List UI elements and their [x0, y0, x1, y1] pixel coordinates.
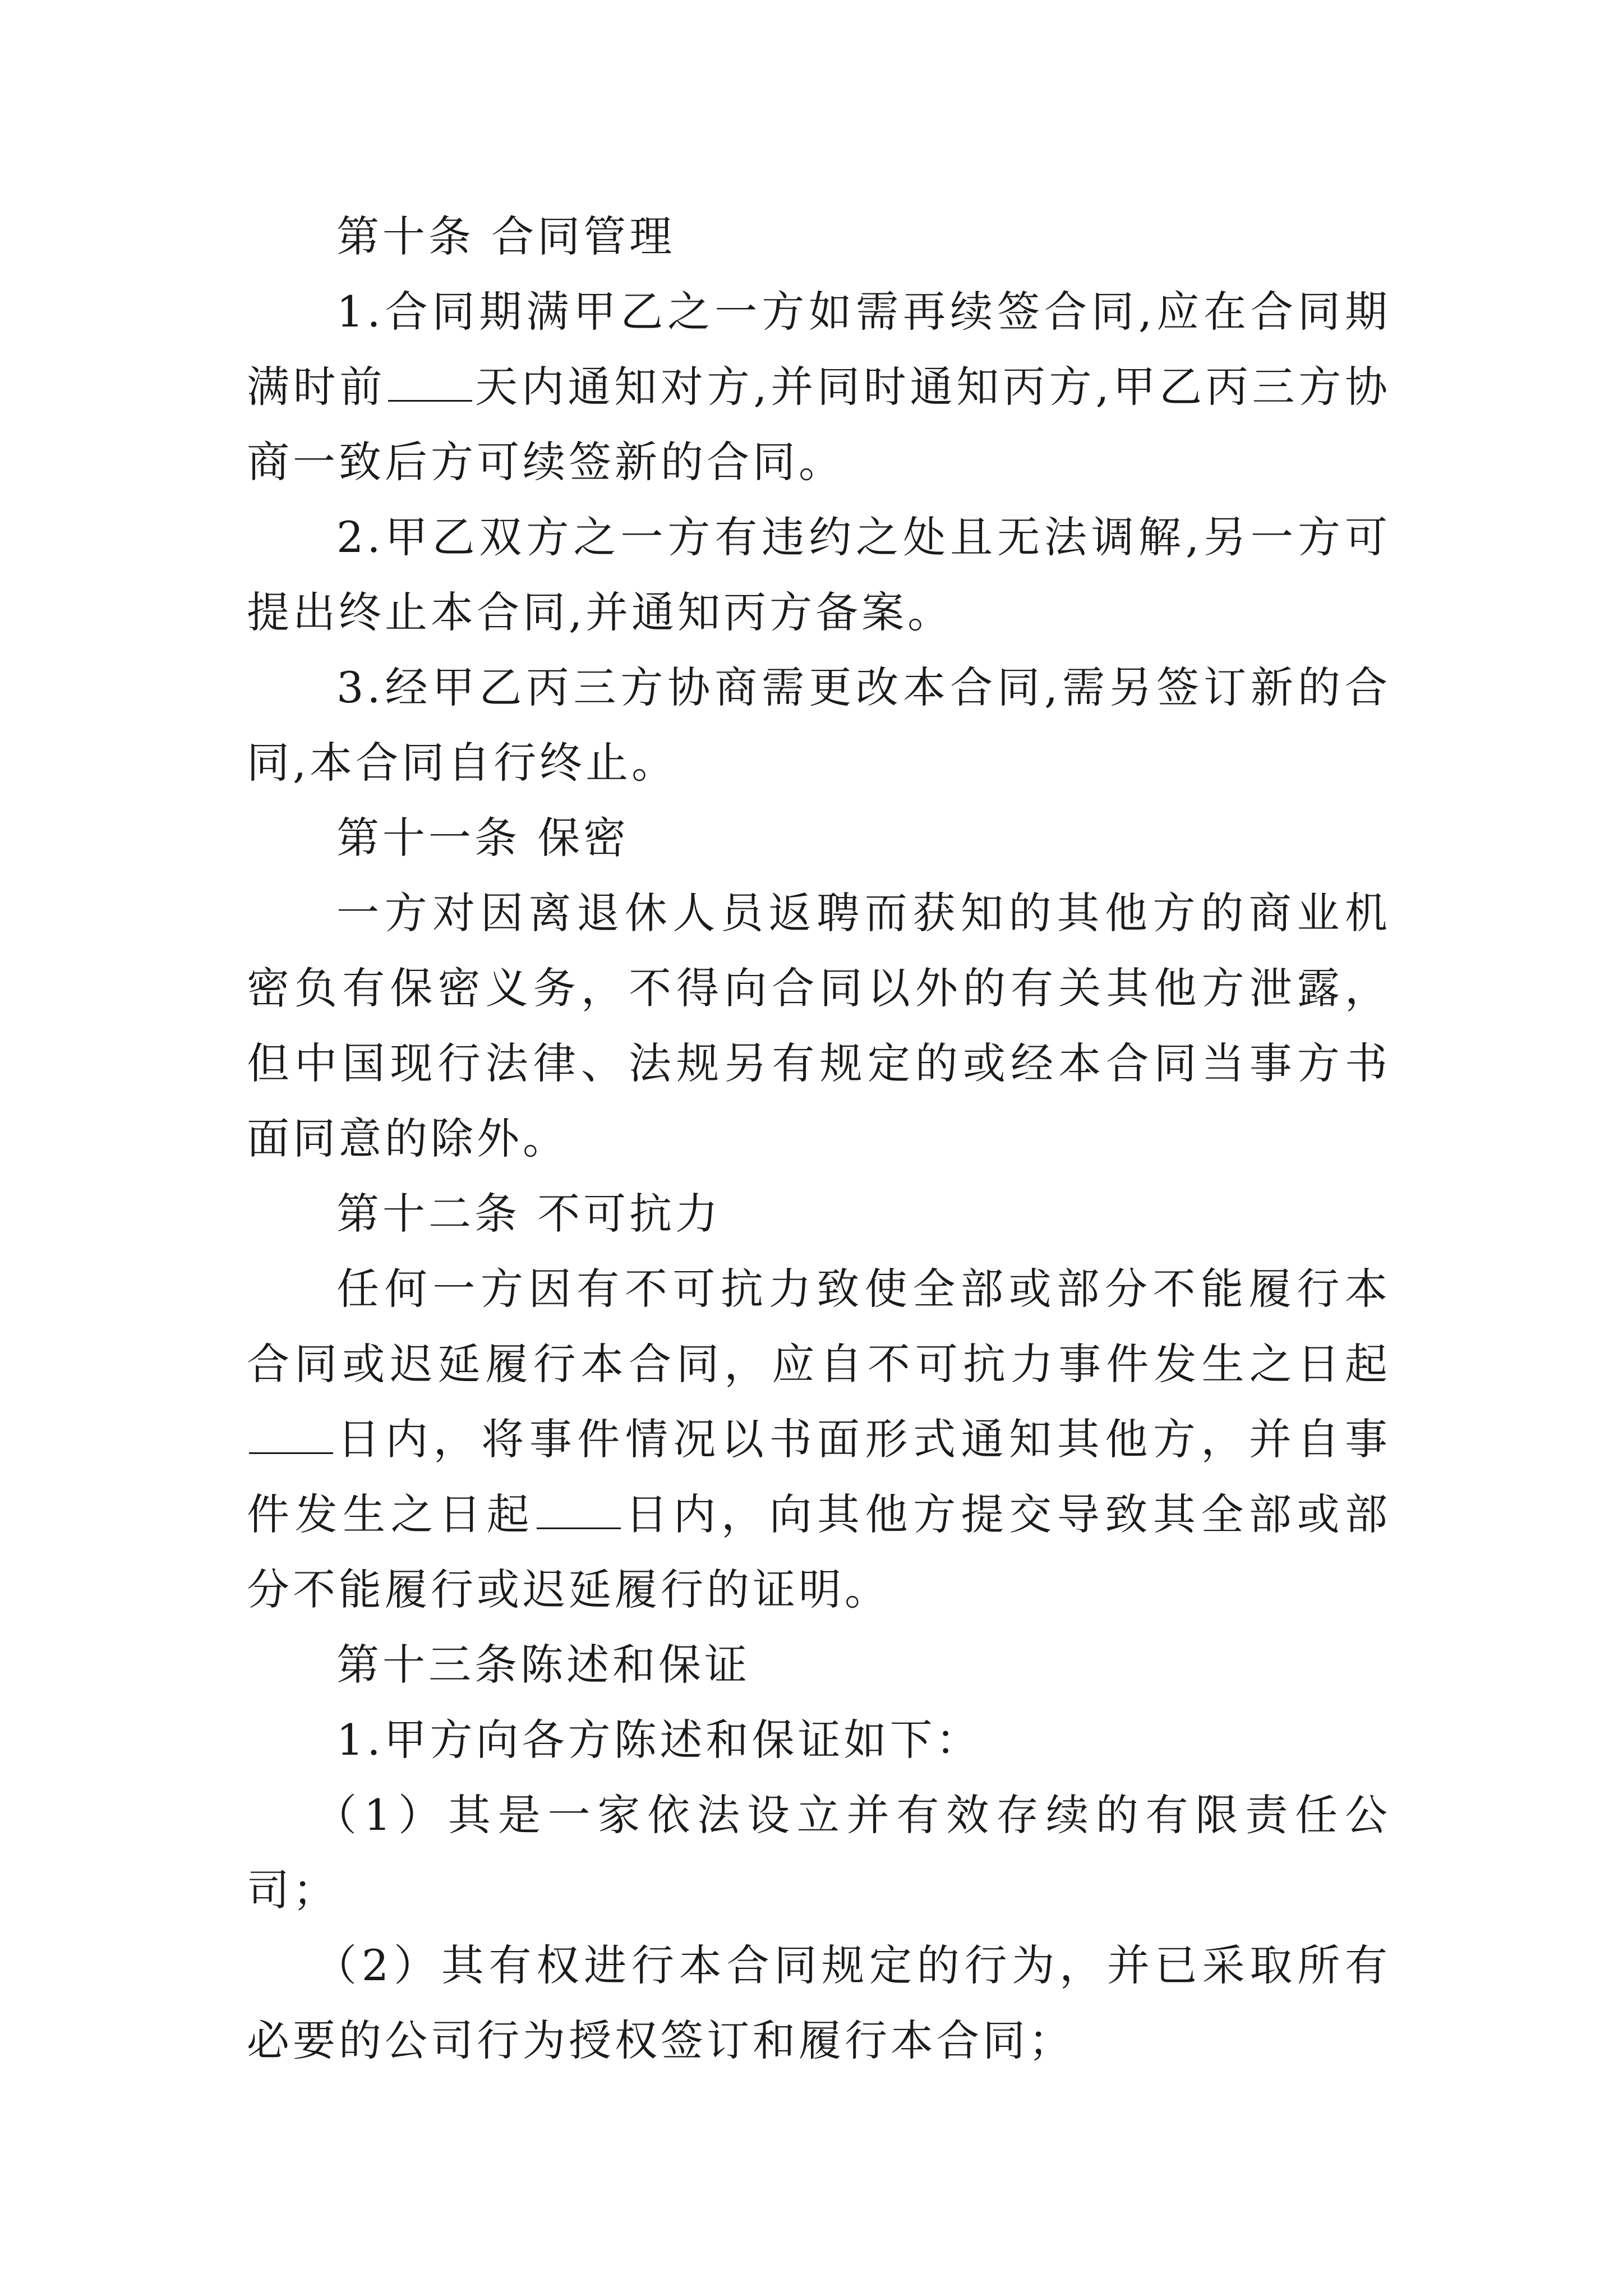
article-12-text-b: 日内，将事件情况以书面形式通知其他方，并自事件发生之日起	[247, 1414, 1391, 1539]
article-13-sub-1: （1）其是一家依法设立并有效存续的有限责任公司；	[247, 1790, 1391, 1915]
article-12-text	[247, 1251, 1391, 1627]
article-10-item-1-text-a: 1.合同期满甲乙之一方如需再续签合同,应在合同期满时前	[247, 287, 1391, 412]
article-13-item-1: 1.甲方向各方陈述和保证如下：	[336, 1715, 982, 1765]
article-11-heading: 第十一条 保密	[336, 813, 630, 863]
article-10-item-2: 2.甲乙双方之一方有违约之处且无法调解,另一方可提出终止本合同,并通知丙方备案。	[247, 512, 1391, 637]
article-10-item-1	[247, 274, 1391, 500]
fill-in-blank-days	[388, 366, 472, 402]
article-12-text-c: 日内，向其他方提交导致其全部或部分不能履行或迟延履行的证明。	[247, 1489, 1391, 1614]
article-13-heading: 第十三条陈述和保证	[336, 1640, 750, 1690]
fill-in-blank-notice-days	[249, 1419, 333, 1454]
article-13-sub-2: （2）其有权进行本合同规定的行为，并已采取所有必要的公司行为授权签订和履行本合同；	[247, 1940, 1391, 2065]
article-11-text: 一方对因离退休人员返聘而获知的其他方的商业机密负有保密义务，不得向合同以外的有关其他方泄露，但中国现行法律、法规另有规定的或经本合同当事方书面同意的除外。	[247, 888, 1391, 1163]
article-12-heading: 第十二条 不可抗力	[336, 1189, 722, 1239]
article-10-item-3: 3.经甲乙丙三方协商需更改本合同,需另签订新的合同,本合同自行终止。	[247, 662, 1391, 788]
document-body	[247, 199, 1391, 2078]
article-12-text-a: 任何一方因有不可抗力致使全部或部分不能履行本合同或迟延履行本合同，应自不可抗力事件发生之日起	[247, 1264, 1391, 1389]
article-10-heading: 第十条 合同管理	[336, 211, 676, 261]
article-10-item-1-text-b: 天内通知对方,并同时通知丙方,甲乙丙三方协商一致后方可续签新的合同。	[247, 362, 1391, 487]
fill-in-blank-proof-days	[537, 1494, 621, 1529]
